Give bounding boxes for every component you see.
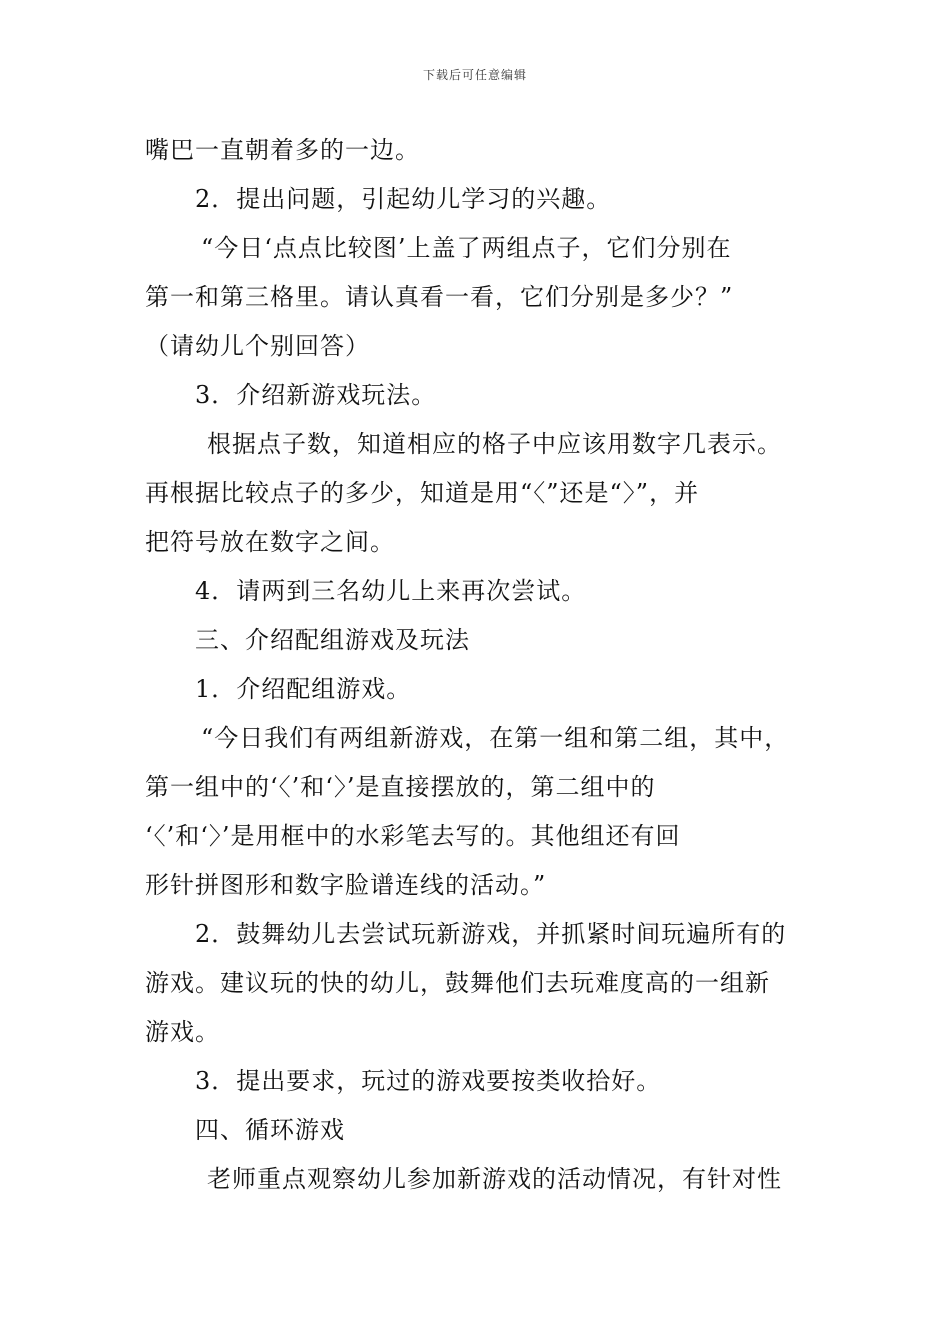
paragraph-line: “今日‘点点比较图’上盖了两组点子，它们分别在 (201, 234, 732, 262)
section-heading: 四、循环游戏 (195, 1116, 345, 1144)
paragraph-line: 嘴巴一直朝着多的一边。 (145, 136, 420, 164)
paragraph-line: 2．鼓舞幼儿去尝试玩新游戏，并抓紧时间玩遍所有的 (195, 920, 787, 948)
paragraph-line: 游戏。 (145, 1018, 220, 1046)
paragraph-line: 3．提出要求，玩过的游戏要按类收拾好。 (195, 1067, 662, 1095)
paragraph-line: （请幼儿个别回答） (145, 332, 370, 360)
paragraph-line: “今日我们有两组新游戏，在第一组和第二组，其中， (201, 724, 790, 752)
paragraph-line: 游戏。建议玩的快的幼儿，鼓舞他们去玩难度高的一组新 (145, 969, 770, 997)
paragraph-line: 老师重点观察幼儿参加新游戏的活动情况，有针对性 (207, 1165, 782, 1193)
paragraph-line: 形针拼图形和数字脸谱连线的活动。” (145, 871, 547, 899)
paragraph-line: 根据点子数，知道相应的格子中应该用数字几表示。 (207, 430, 782, 458)
section-heading: 三、介绍配组游戏及玩法 (195, 626, 470, 654)
paragraph-line: ‘〈’和‘〉’是用框中的水彩笔去写的。其他组还有回 (145, 822, 681, 850)
paragraph-line: 把符号放在数字之间。 (145, 528, 395, 556)
page-header: 下载后可任意编辑 (422, 68, 527, 82)
paragraph-line: 4．请两到三名幼儿上来再次尝试。 (195, 577, 587, 605)
paragraph-line: 第一组中的‘〈’和‘〉’是直接摆放的，第二组中的 (145, 773, 656, 801)
paragraph-line: 3．介绍新游戏玩法。 (195, 381, 437, 409)
paragraph-line: 2．提出问题，引起幼儿学习的兴趣。 (195, 185, 612, 213)
paragraph-line: 1．介绍配组游戏。 (195, 675, 412, 703)
paragraph-line: 第一和第三格里。请认真看一看，它们分别是多少？” (145, 283, 734, 311)
body-text (145, 126, 825, 1204)
paragraph-line: 再根据比较点子的多少，知道是用“〈”还是“〉”，并 (145, 479, 700, 507)
